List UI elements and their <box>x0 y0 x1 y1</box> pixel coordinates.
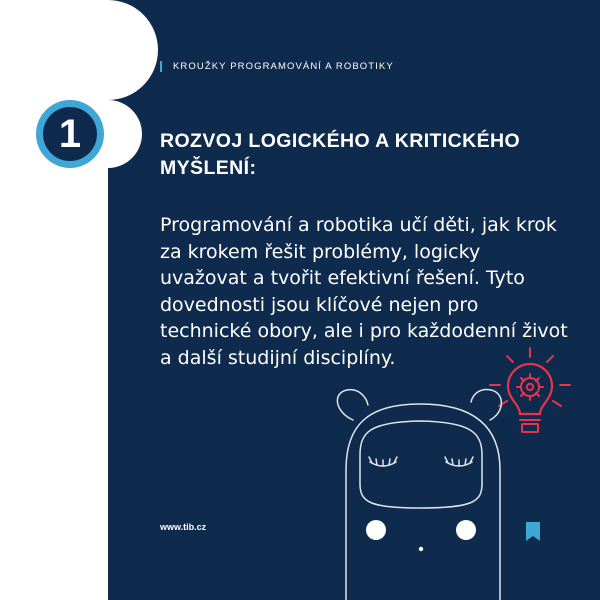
mascot-right-spot <box>456 520 476 540</box>
mascot-left-spot <box>366 520 386 540</box>
eyebrow-text: KROUŽKY PROGRAMOVÁNÍ A ROBOTIKY <box>173 61 394 72</box>
mascot-mouth <box>419 547 423 551</box>
slide-body: Programování a robotika učí děti, jak krok za krokem řešit problémy, logicky uvažovat a tvořit efektivní řešení. Tyto dovednosti jsou klíčové nejen pro technické obory, ale i pro každodenní život a další studijní disciplíny. <box>160 214 568 369</box>
slide-heading: ROZVOJ LOGICKÉHO A KRITICKÉHO MYŠLENÍ: <box>160 130 521 179</box>
badge-number: 1 <box>58 111 82 156</box>
eyebrow-label <box>160 61 394 72</box>
website-link[interactable]: www.tib.cz <box>160 522 207 532</box>
eyebrow-accent-bar <box>160 61 162 72</box>
